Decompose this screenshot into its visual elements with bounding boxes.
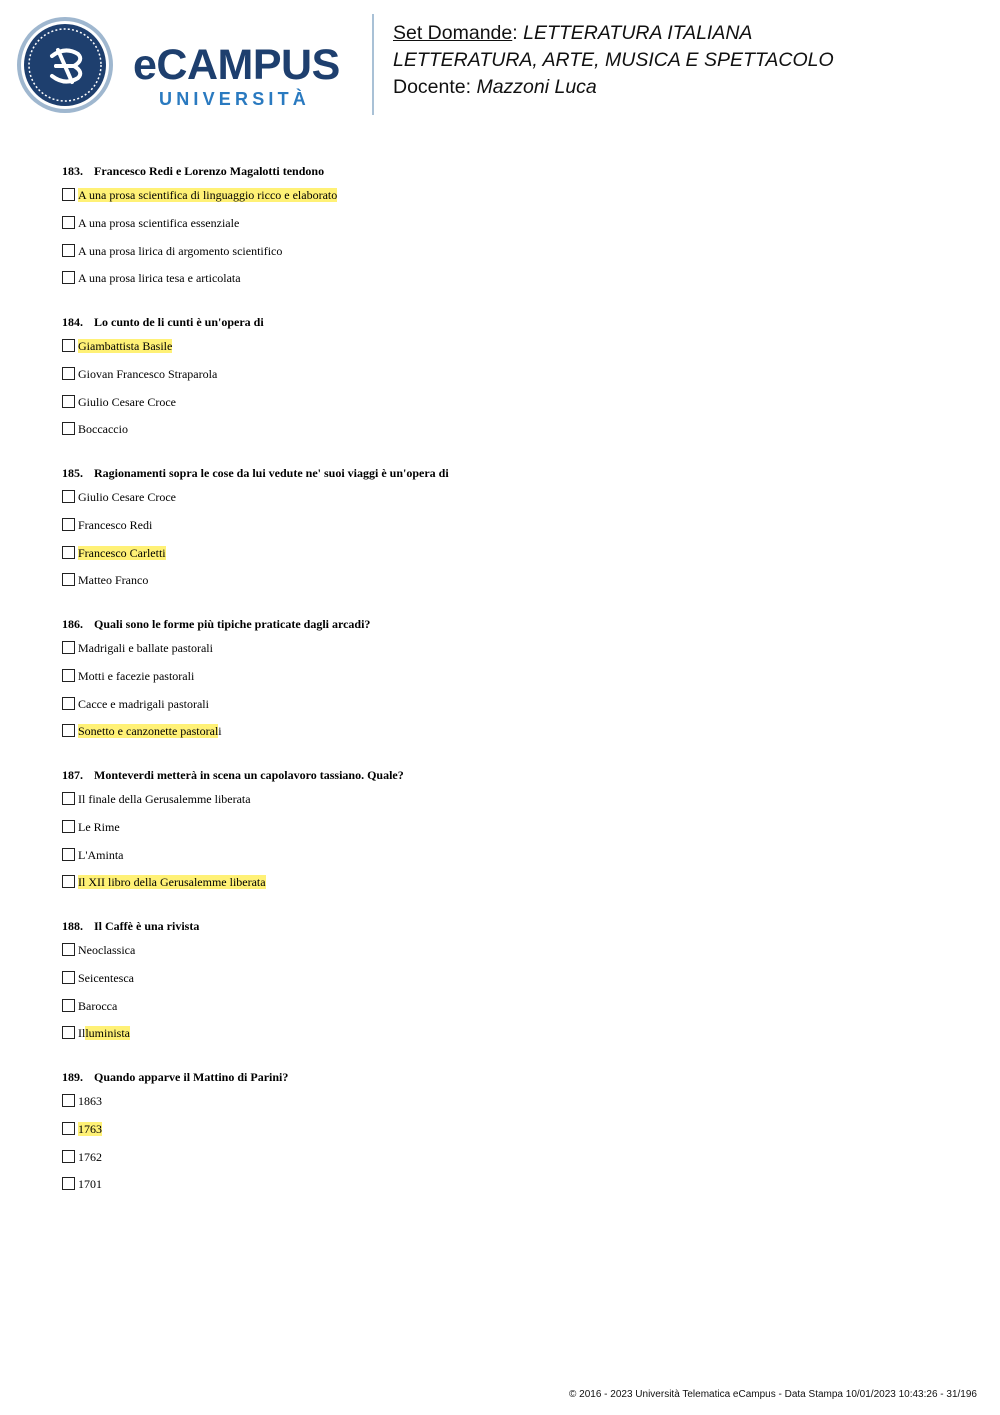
correct-answer-highlight: luminista: [85, 1026, 131, 1041]
question-block: [62, 1067, 962, 1218]
answer-checkbox[interactable]: [62, 999, 75, 1012]
question-text: Quali sono le forme più tipiche praticate dagli arcadi?: [94, 617, 371, 631]
answer-checkbox[interactable]: [62, 573, 75, 586]
answer-text: [78, 847, 124, 863]
answer-option[interactable]: [62, 1025, 962, 1053]
answer-checkbox[interactable]: [62, 367, 75, 380]
answer-text: [78, 517, 152, 533]
answer-text: [78, 819, 120, 835]
answer-option[interactable]: [62, 791, 962, 819]
docente-line: [393, 74, 834, 101]
answer-text: [78, 668, 194, 684]
answer-text: [78, 874, 266, 890]
answer-option[interactable]: [62, 366, 962, 394]
answer-option[interactable]: [62, 1121, 962, 1149]
set-title: LETTERATURA ITALIANA: [523, 22, 753, 44]
answer-option[interactable]: [62, 819, 962, 847]
answer-text-segment: L'Aminta: [78, 847, 124, 862]
answer-text: [78, 942, 135, 958]
page-footer: © 2016 - 2023 Università Telematica eCampus - Data Stampa 10/01/2023 10:43:26 - 31/196: [569, 1389, 977, 1400]
answer-option[interactable]: [62, 668, 962, 696]
question-block: [62, 312, 962, 463]
answer-text: [78, 243, 282, 259]
answer-text-segment: Giulio Cesare Croce: [78, 394, 176, 409]
answer-text-segment: Giulio Cesare Croce: [78, 490, 176, 504]
question-title: [62, 916, 962, 936]
answer-option[interactable]: [62, 998, 962, 1026]
answer-option[interactable]: [62, 187, 962, 215]
answer-text: [78, 1149, 102, 1165]
correct-answer-highlight: Sonetto e canzonette pastoral: [78, 724, 219, 739]
answer-text-segment: 1701: [78, 1177, 102, 1192]
question-block: [62, 463, 962, 614]
answer-text: [78, 394, 176, 410]
question-number: 187.: [62, 768, 83, 782]
question-text: Ragionamenti sopra le cose da lui vedute ne' suoi viaggi è un'opera di: [94, 466, 449, 480]
question-block: [62, 614, 962, 765]
question-text: Il Caffè è una rivista: [94, 919, 200, 933]
answer-text-segment: Le Rime: [78, 819, 120, 834]
answer-text: [78, 998, 117, 1014]
answer-text: [78, 215, 239, 231]
answer-text: [78, 1176, 102, 1192]
answer-option[interactable]: [62, 874, 962, 902]
answer-checkbox[interactable]: [62, 339, 75, 352]
answer-text-segment: Il finale della Gerusalemme liberata: [78, 792, 251, 806]
correct-answer-highlight: 1763: [78, 1121, 102, 1136]
correct-answer-highlight: Giambattista Basile: [78, 339, 173, 353]
question-number: 184.: [62, 315, 83, 329]
answer-checkbox[interactable]: [62, 188, 75, 201]
set-line: [393, 20, 834, 47]
answer-text-segment: Giovan Francesco Straparola: [78, 366, 218, 381]
answer-text-segment: Seicentesca: [78, 970, 134, 985]
question-title: [62, 614, 962, 634]
question-title: [62, 765, 962, 785]
docente-name: Mazzoni Luca: [476, 76, 597, 98]
question-text: Monteverdi metterà in scena un capolavoro tassiano. Quale?: [94, 768, 404, 782]
answer-text: [78, 970, 134, 986]
answer-list: [62, 1093, 962, 1204]
answer-option[interactable]: [62, 394, 962, 422]
answer-text-segment: Motti e facezie pastorali: [78, 668, 195, 683]
answer-text: [78, 1121, 102, 1137]
answer-list: [62, 791, 962, 902]
answer-text-segment: Cacce e madrigali pastorali: [78, 696, 209, 711]
answer-checkbox[interactable]: [62, 641, 75, 654]
answer-text-segment: Neoclassica: [78, 943, 136, 957]
answer-checkbox[interactable]: [62, 1026, 75, 1039]
answer-checkbox[interactable]: [62, 1150, 75, 1163]
answer-text: [78, 1093, 102, 1109]
question-number: 183.: [62, 164, 83, 178]
docente-label: Docente:: [393, 76, 477, 98]
answer-list: [62, 338, 962, 449]
answer-text: [78, 421, 128, 437]
question-number: 186.: [62, 617, 83, 631]
set-label: Set Domande: [393, 22, 513, 44]
question-text: Francesco Redi e Lorenzo Magalotti tendono: [94, 164, 325, 178]
answer-option[interactable]: [62, 270, 962, 298]
answer-checkbox[interactable]: [62, 518, 75, 531]
question-number: 189.: [62, 1070, 83, 1084]
answer-text-segment: Madrigali e ballate pastorali: [78, 641, 213, 655]
answer-text-segment: 1863: [78, 1094, 102, 1108]
question-title: [62, 312, 962, 332]
answer-option[interactable]: [62, 1176, 962, 1204]
answer-option[interactable]: [62, 215, 962, 243]
answer-list: [62, 489, 962, 600]
answer-option[interactable]: [62, 640, 962, 668]
question-block: [62, 916, 962, 1067]
answer-option[interactable]: [62, 1149, 962, 1177]
answer-option[interactable]: [62, 517, 962, 545]
answer-text: [78, 338, 172, 354]
answer-text-segment: Barocca: [78, 998, 118, 1013]
answer-option[interactable]: [62, 970, 962, 998]
answer-checkbox[interactable]: [62, 395, 75, 408]
answer-text: [78, 640, 213, 656]
answer-option[interactable]: [62, 545, 962, 573]
answer-checkbox[interactable]: [62, 1094, 75, 1107]
answer-option[interactable]: [62, 942, 962, 970]
answer-list: [62, 187, 962, 298]
answer-text: [78, 696, 209, 712]
answer-text: [78, 545, 166, 561]
question-block: [62, 161, 962, 312]
answer-checkbox[interactable]: [62, 490, 75, 503]
question-list: [62, 161, 962, 1218]
answer-checkbox[interactable]: [62, 792, 75, 805]
logo-brand-text: eCAMPUS: [133, 41, 340, 89]
answer-text: [78, 366, 217, 382]
answer-checkbox[interactable]: [62, 422, 75, 435]
answer-checkbox[interactable]: [62, 669, 75, 682]
answer-checkbox[interactable]: [62, 971, 75, 984]
answer-option[interactable]: [62, 243, 962, 271]
answer-text-segment: i: [218, 724, 222, 739]
answer-checkbox[interactable]: [62, 546, 75, 559]
question-block: [62, 765, 962, 916]
correct-answer-highlight: Francesco Carletti: [78, 545, 166, 560]
answer-text: [78, 791, 251, 807]
question-number: 185.: [62, 466, 83, 480]
answer-checkbox[interactable]: [62, 848, 75, 861]
correct-answer-highlight: Il XII libro della Gerusalemme liberata: [78, 875, 266, 890]
answer-text-segment: Il: [78, 1026, 86, 1041]
header-divider: [372, 14, 374, 115]
answer-text-segment: A una prosa scientifica essenziale: [78, 215, 240, 230]
answer-text: [78, 270, 241, 286]
answer-text: [78, 572, 148, 588]
answer-checkbox[interactable]: [62, 1122, 75, 1135]
answer-checkbox[interactable]: [62, 244, 75, 257]
answer-option[interactable]: [62, 338, 962, 366]
answer-checkbox[interactable]: [62, 271, 75, 284]
question-text: Quando apparve il Mattino di Parini?: [94, 1070, 289, 1084]
answer-text-segment: 1762: [78, 1149, 102, 1164]
ecampus-seal-logo: [14, 16, 116, 114]
answer-text-segment: A una prosa lirica di argomento scientifico: [78, 243, 283, 258]
answer-text: [78, 187, 337, 203]
question-text: Lo cunto de li cunti è un'opera di: [94, 315, 264, 329]
answer-checkbox[interactable]: [62, 943, 75, 956]
answer-option[interactable]: [62, 847, 962, 875]
answer-list: [62, 640, 962, 751]
answer-text-segment: Boccaccio: [78, 422, 128, 437]
answer-checkbox[interactable]: [62, 820, 75, 833]
answer-text: [78, 1025, 130, 1041]
set-colon: :: [512, 22, 524, 44]
answer-option[interactable]: [62, 723, 962, 751]
page-header: [0, 0, 1000, 130]
category-line: LETTERATURA, ARTE, MUSICA E SPETTACOLO: [393, 49, 834, 71]
answer-text-segment: Francesco Redi: [78, 517, 153, 532]
answer-text-segment: A una prosa lirica tesa e articolata: [78, 271, 241, 286]
correct-answer-highlight: A una prosa scientifica di linguaggio ricco e elaborato: [78, 188, 338, 202]
answer-text: [78, 723, 222, 739]
answer-text-segment: Matteo Franco: [78, 573, 149, 588]
answer-checkbox[interactable]: [62, 216, 75, 229]
answer-checkbox[interactable]: [62, 697, 75, 710]
answer-option[interactable]: [62, 421, 962, 449]
header-info: [393, 20, 834, 101]
question-number: 188.: [62, 919, 83, 933]
answer-text: [78, 489, 176, 505]
answer-checkbox[interactable]: [62, 1177, 75, 1190]
answer-option[interactable]: [62, 1093, 962, 1121]
question-title: [62, 161, 962, 181]
logo-subtitle-text: UNIVERSITÀ: [159, 89, 311, 109]
answer-checkbox[interactable]: [62, 875, 75, 888]
answer-option[interactable]: [62, 489, 962, 517]
ecampus-wordmark: [133, 42, 340, 110]
question-title: [62, 463, 962, 483]
answer-list: [62, 942, 962, 1053]
answer-option[interactable]: [62, 572, 962, 600]
answer-checkbox[interactable]: [62, 724, 75, 737]
answer-option[interactable]: [62, 696, 962, 724]
question-title: [62, 1067, 962, 1087]
